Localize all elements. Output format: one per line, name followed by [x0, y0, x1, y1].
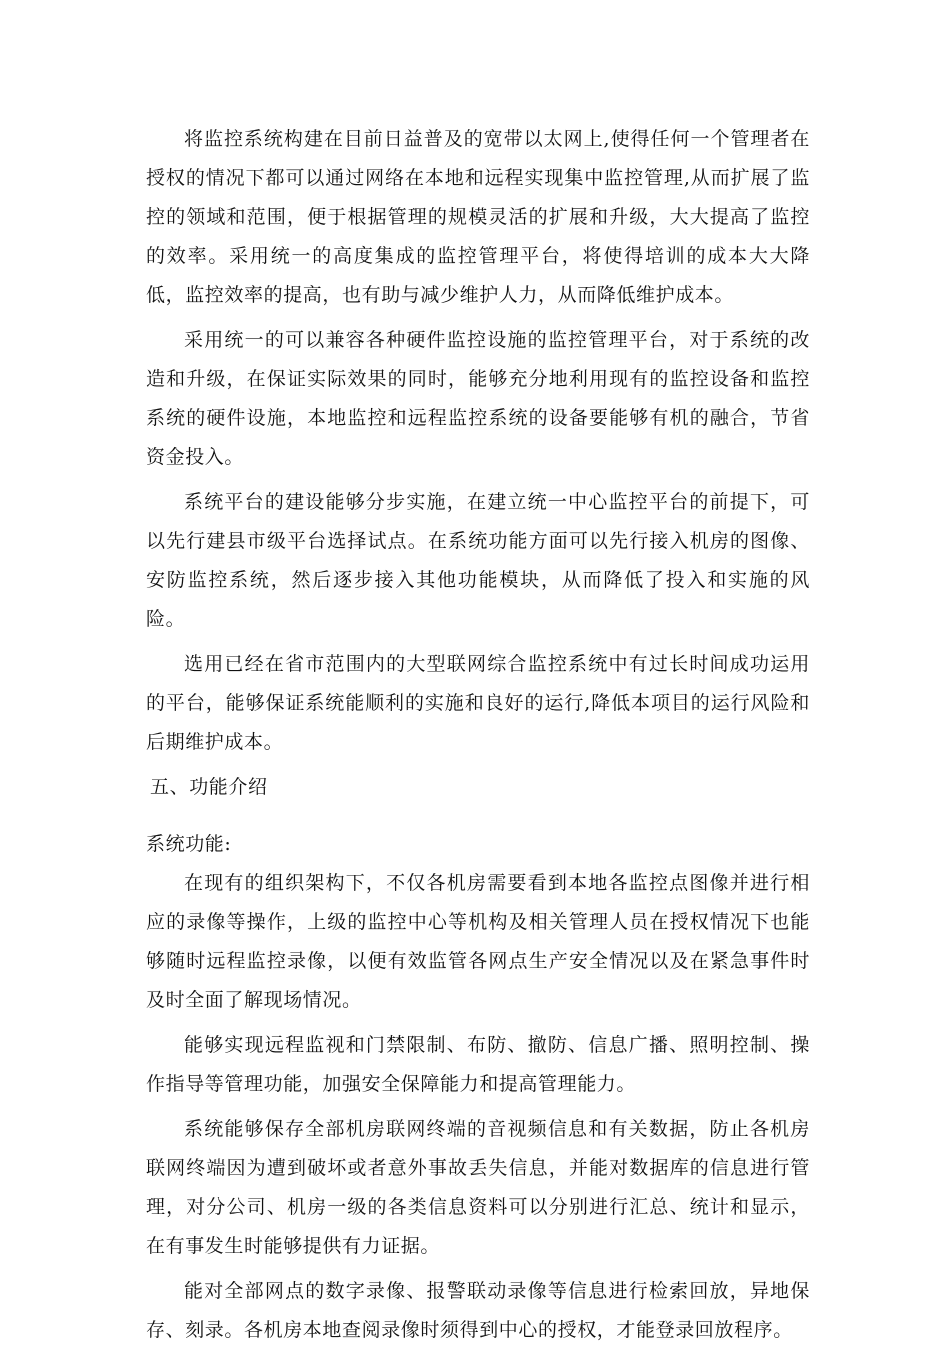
paragraph-playback: 能对全部网点的数字录像、报警联动录像等信息进行检索回放，异地保存、刻录。各机房本地查阅录像时须得到中心的授权，才能登录回放程序。	[146, 1280, 810, 1341]
paragraph-network-deployment: 将监控系统构建在目前日益普及的宽带以太网上,使得任何一个管理者在授权的情况下都可以通过网络在本地和远程实现集中监控管理,从而扩展了监控的领域和范围，便于根据管理的规模灵活的扩展和升级，大大提高了监控的效率。采用统一的高度集成的监控管理平台，将使得培训的成本大大降低，监控效率的提高，也有助与减少维护人力，从而降低维护成本。	[146, 128, 810, 306]
paragraph-remote-monitoring: 在现有的组织架构下，不仅各机房需要看到本地各监控点图像并进行相应的录像等操作，上级的监控中心等机构及相关管理人员在授权情况下也能够随时远程监控录像，以便有效监管各网点生产安全情况以及在紧急事件时及时全面了解现场情况。	[146, 872, 810, 1011]
paragraph-phased-implementation: 系统平台的建设能够分步实施，在建立统一中心监控平台的前提下，可以先行建县市级平台选择试点。在系统功能方面可以先行接入机房的图像、安防监控系统，然后逐步接入其他功能模块，从而降低了投入和实施的风险。	[146, 491, 810, 630]
document-body	[146, 120, 810, 1356]
paragraph-data-storage: 系统能够保存全部机房联网终端的音视频信息和有关数据，防止各机房联网终端因为遭到破坏或者意外事故丢失信息，并能对数据库的信息进行管理，对分公司、机房一级的各类信息资料可以分别进行汇总、统计和显示，在有事发生时能够提供有力证据。	[146, 1118, 810, 1257]
paragraph-proven-platform: 选用已经在省市范围内的大型联网综合监控系统中有过长时间成功运用的平台，能够保证系统能顺利的实施和良好的运行,降低本项目的运行风险和后期维护成本。	[146, 653, 810, 753]
section-heading: 五、功能介绍	[150, 776, 268, 798]
paragraph-management-functions: 能够实现远程监视和门禁限制、布防、撤防、信息广播、照明控制、操作指导等管理功能，加强安全保障能力和提高管理能力。	[146, 1034, 810, 1095]
subsection-label: 系统功能:	[146, 833, 232, 855]
paragraph-unified-platform: 采用统一的可以兼容各种硬件监控设施的监控管理平台，对于系统的改造和升级，在保证实际效果的同时，能够充分地利用现有的监控设备和监控系统的硬件设施，本地监控和远程监控系统的设备要能够有机的融合，节省资金投入。	[146, 329, 810, 468]
